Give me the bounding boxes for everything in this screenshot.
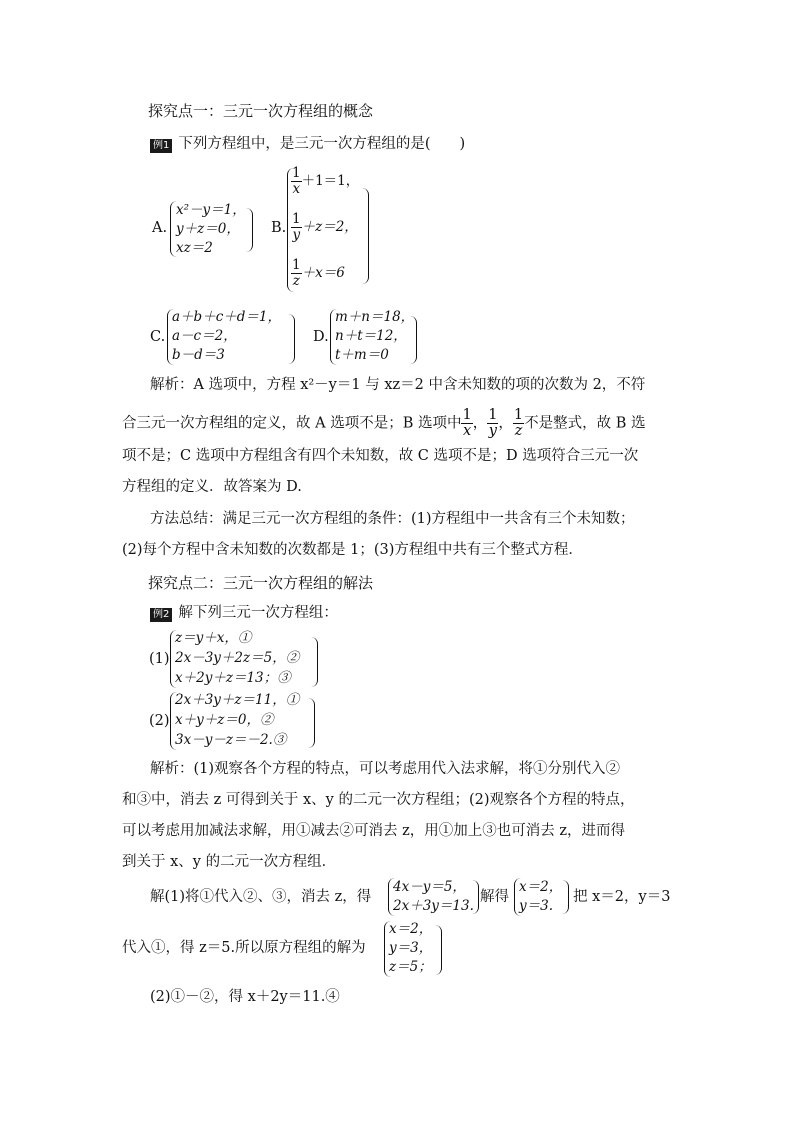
option-c-label: C. [150, 329, 166, 345]
problem-2-eq-3: 3x－y－z＝－2.③ [175, 732, 287, 748]
option-b-label: B. [271, 220, 287, 236]
analysis-2-line-1: 解析：(1)观察各个方程的特点，可以考虑用代入法求解，将①分别代入② [150, 761, 621, 777]
example-2-question-row [150, 604, 338, 622]
solution-1-text-pre: 解(1)将①代入②、③，消去 z，得 [150, 889, 372, 905]
option-d-label: D. [313, 329, 329, 345]
problem-1-eq-2: 2x－3y＋2z＝5，② [175, 650, 300, 666]
option-a-label: A. [152, 220, 168, 236]
problem-2-brace-right [308, 698, 315, 748]
option-b-eq-1: $\frac{1}{x}$ ＋1＝1， [292, 165, 360, 197]
section-title-2: 探究点二：三元一次方程组的解法 [148, 574, 374, 592]
option-d-eq-3: t＋m＝0 [335, 347, 389, 363]
method-summary-line-1: 方法总结：满足三元一次方程组的条件：(1)方程组中一共含有三个未知数； [150, 511, 635, 527]
option-d-eq-1: m＋n＝18， [335, 309, 415, 325]
solution-1-text-post: 把 x＝2，y＝3 [573, 889, 671, 905]
analysis-1-line-3: 项不是；C 选项中方程组含有四个未知数，故 C 选项不是；D 选项符合三元一次 [122, 448, 639, 464]
example-1-question-row [150, 135, 465, 153]
solution-2-text: 代入①，得 z＝5.所以原方程组的解为 [122, 940, 366, 956]
problem-1-eq-1: z＝y＋x，① [175, 630, 252, 646]
option-b-eq-2: $\frac{1}{y}$ ＋z＝2， [292, 211, 358, 243]
option-a-eq-1: x²－y＝1， [176, 202, 246, 218]
analysis-1-line-4: 方程组的定义．故答案为 D. [122, 479, 302, 495]
analysis-2-line-2: 和③中，消去 z 可得到关于 x、y 的二元一次方程组；(2)观察各个方程的特点， [122, 792, 635, 808]
option-b-brace-right [362, 188, 369, 284]
example-1-question: 下列方程组中，是三元一次方程组的是( ) [178, 136, 466, 152]
problem-2-label: (2) [149, 713, 170, 729]
solution-sys1-eq-1: 4x－y＝5， [393, 879, 466, 895]
problem-1-eq-3: x＋2y＋z＝13；③ [175, 670, 291, 686]
example-2-badge: 例2 [150, 608, 172, 622]
option-d-eq-2: n＋t＝12， [335, 328, 407, 344]
problem-2-eq-1: 2x＋3y＋z＝11，① [175, 692, 300, 708]
option-a-eq-2: y＋z＝0， [176, 221, 240, 237]
problem-1-label: (1) [149, 651, 170, 667]
option-a-eq-3: xz＝2 [176, 240, 213, 256]
example-1-badge: 例1 [150, 139, 172, 153]
problem-2-eq-2: x＋y＋z＝0，② [175, 712, 274, 728]
analysis-1-line-2: 合三元一次方程组的定义，故 A 选项不是；B 选项中 $\frac{1}{x}$ ， $\frac{1}{y}$ ， $\frac{1}{z}$ 不是整式，故 B 选 [122, 407, 646, 439]
solution-sys3-eq-1: x＝2， [389, 921, 433, 937]
option-c-eq-1: a＋b＋c＋d＝1， [172, 309, 281, 325]
method-summary-line-2: (2)每个方程中含未知数的次数都是 1；(3)方程组中共有三个整式方程． [122, 542, 583, 558]
solution-sys3-eq-3: z＝5； [389, 959, 432, 975]
solution-sys1-eq-2: 2x＋3y＝13. [393, 898, 474, 914]
solution-3-text: (2)①－②，得 x＋2y＝11.④ [150, 989, 340, 1005]
analysis-2-line-3: 可以考虑用加减法求解，用①减去②可消去 z，用①加上③也可消去 z，进而得 [122, 823, 625, 839]
section-title-1: 探究点一：三元一次方程组的概念 [148, 102, 374, 120]
solution-sys3-eq-2: y＝3， [389, 940, 433, 956]
option-a-brace-right [246, 208, 253, 252]
example-2-question: 解下列三元一次方程组： [178, 605, 338, 621]
solution-sys2-eq-2: y＝3. [519, 898, 554, 914]
option-c-brace-right [288, 314, 295, 364]
solution-sys2-eq-1: x＝2， [519, 879, 563, 895]
option-c-eq-2: a－c＝2， [172, 328, 237, 344]
problem-1-brace-right [311, 637, 318, 687]
solution-sys2-brace-right [562, 880, 569, 914]
analysis-2-line-4: 到关于 x、y 的二元一次方程组． [122, 854, 337, 870]
solution-1-text-mid: 解得 [480, 889, 509, 905]
option-c-eq-3: b－d＝3 [172, 347, 225, 363]
analysis-1-line-1: 解析：A 选项中，方程 x²－y＝1 与 xz＝2 中含未知数的项的次数为 2，不符 [150, 377, 646, 393]
solution-sys3-brace-right [435, 925, 442, 975]
option-b-eq-3: $\frac{1}{z}$ ＋x＝6 [292, 257, 345, 289]
